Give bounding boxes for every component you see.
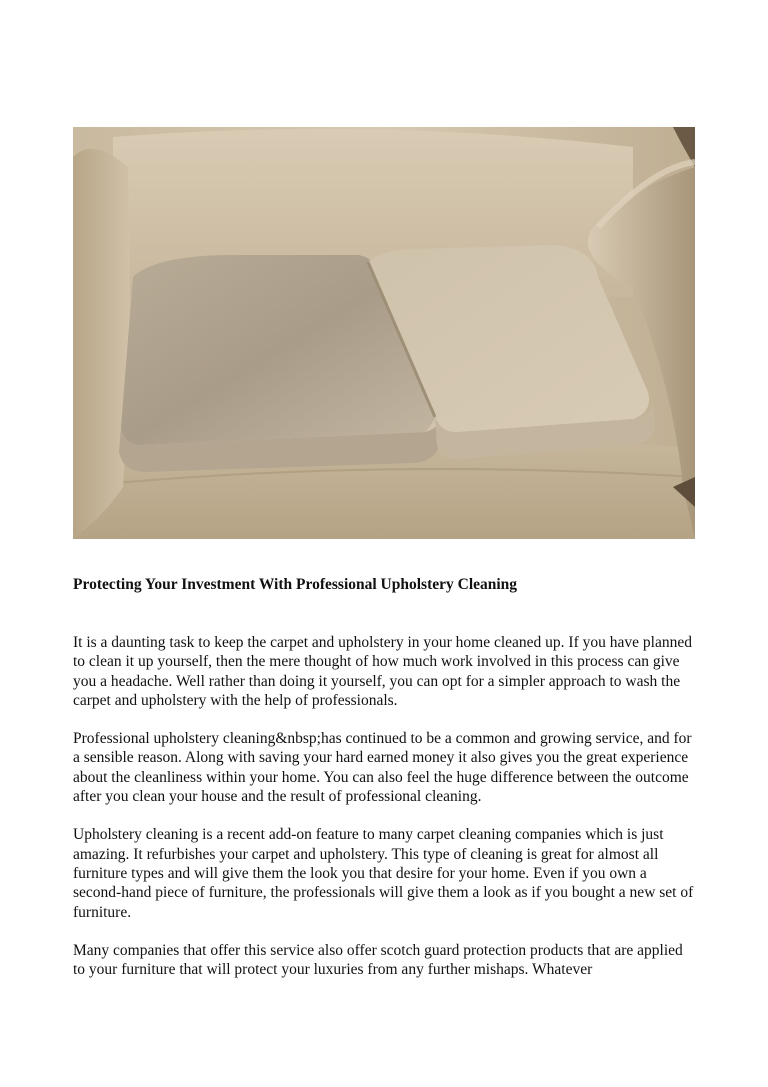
sofa-illustration <box>73 127 695 539</box>
sofa-photo <box>73 127 695 539</box>
paragraph-1: It is a daunting task to keep the carpet and upholstery in your home cleaned up. If you have planned to clean it up yourself, then the mere thought of how much work involved in this process can give you a headache. Well rather than doing it yourself, you can opt for a simpler approach to wash the carpet and upholstery with the help of professionals. <box>73 634 692 709</box>
paragraph-4: Many companies that offer this service also offer scotch guard protection products that are applied to your furniture that will protect your luxuries from any further mishaps. Whatever <box>73 941 683 979</box>
article-heading: Protecting Your Investment With Professional Upholstery Cleaning <box>73 576 518 593</box>
paragraph-2: Professional upholstery cleaning&nbsp;has continued to be a common and growing service, and for a sensible reason. Along with saving your hard earned money it also gives you the great experience about the cleanliness within your home. You can also feel the huge difference between the outcome after you clean your house and the result of professional cleaning. <box>73 730 692 806</box>
article-body <box>73 575 695 998</box>
paragraph-3: Upholstery cleaning is a recent add-on feature to many carpet cleaning companies which is just amazing. It refurbishes your carpet and upholstery. This type of cleaning is great for almost all furniture types and will give them the look you that desire for your home. Even if you own a second-hand piece of furniture, the professionals will give them a look as if you bought a new set of furniture. <box>73 826 694 921</box>
